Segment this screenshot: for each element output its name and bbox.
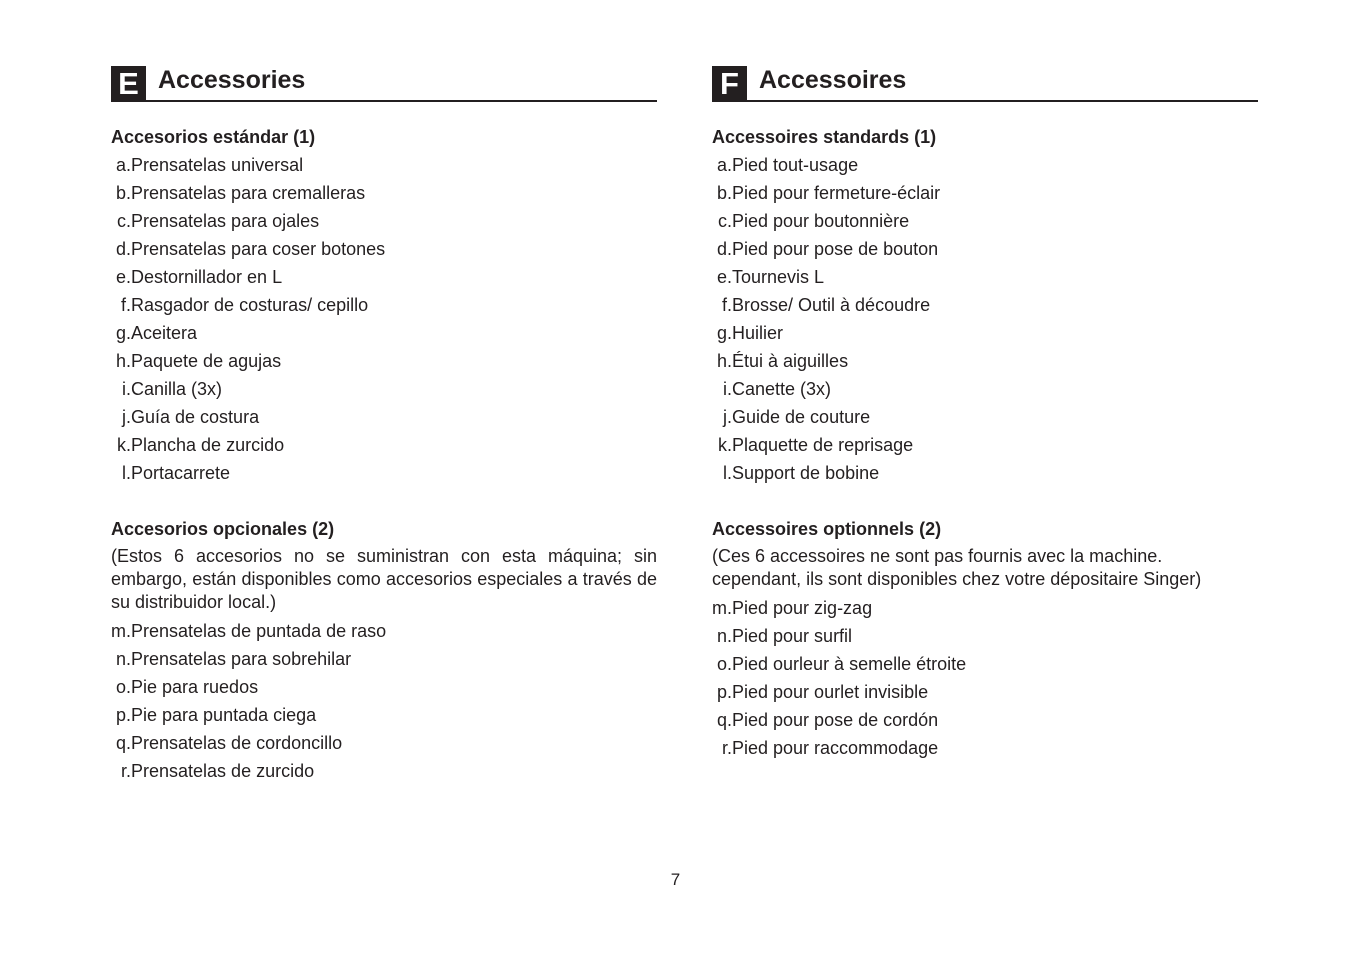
list-item: j. Guide de couture	[723, 407, 871, 427]
section-title: Accessories	[158, 66, 306, 94]
optional-accessories-list	[111, 617, 657, 785]
list-item: c. Prensatelas para ojales	[116, 211, 320, 231]
list-item: k. Plaquette de reprisage	[717, 435, 914, 455]
optional-accessories-title: Accessoires optionnels (2)	[712, 519, 942, 539]
list-item: j. Guía de costura	[122, 407, 260, 427]
list-item: k. Plancha de zurcido	[116, 435, 285, 455]
optional-accessories-section	[712, 515, 1258, 762]
standard-accessories-list	[712, 151, 1258, 487]
section-title: Accessoires	[759, 66, 907, 94]
standard-accessories-section	[111, 123, 657, 487]
french-section-header	[712, 64, 1258, 102]
list-item: n. Pied pour surfil	[716, 626, 853, 646]
list-item: f. Rasgador de costuras/ cepillo	[120, 295, 369, 315]
list-item: i. Canilla (3x)	[122, 379, 223, 399]
optional-accessories-section	[111, 515, 657, 785]
list-item: g. Huilier	[716, 323, 784, 343]
standard-accessories-list	[111, 151, 657, 487]
list-item: q. Prensatelas de cordoncillo	[115, 733, 343, 753]
list-item: h. Étui à aiguilles	[716, 351, 849, 371]
page-number: 7	[670, 870, 681, 889]
standard-accessories-title: Accessoires standards (1)	[712, 127, 937, 147]
list-item: b. Prensatelas para cremalleras	[115, 183, 366, 203]
list-item: r. Pied pour raccommodage	[721, 738, 939, 758]
list-item: g. Aceitera	[115, 323, 198, 343]
list-item: h. Paquete de agujas	[115, 351, 282, 371]
spanish-column	[111, 64, 657, 785]
list-item: a. Pied tout-usage	[716, 155, 859, 175]
list-item: r. Prensatelas de zurcido	[120, 761, 315, 781]
list-item: p. Pied pour ourlet invisible	[716, 682, 929, 702]
list-item: o. Pie para ruedos	[115, 677, 259, 697]
list-item: p. Pie para puntada ciega	[115, 705, 317, 725]
optional-accessories-note	[712, 545, 1258, 591]
list-item: n. Prensatelas para sobrehilar	[115, 649, 352, 669]
list-item: a. Prensatelas universal	[115, 155, 304, 175]
list-item: m. Prensatelas de puntada de raso	[111, 621, 387, 641]
list-item: i. Canette (3x)	[723, 379, 832, 399]
list-item: e. Destornillador en L	[115, 267, 283, 287]
list-item: m. Pied pour zig-zag	[712, 598, 873, 618]
list-item: q. Pied pour pose de cordón	[716, 710, 939, 730]
optional-accessories-list	[712, 594, 1258, 762]
optional-accessories-note: (Estos 6 accesorios no se suministran con esta máquina; sin embargo, están disponibles como accesorios especiales a través de su distribuidor local.)	[111, 546, 657, 612]
french-column	[712, 64, 1258, 762]
list-item: d. Pied pour pose de bouton	[716, 239, 939, 259]
section-letter-e: E	[111, 66, 146, 100]
list-item: f. Brosse/ Outil à découdre	[721, 295, 931, 315]
list-item: l. Support de bobine	[723, 463, 880, 483]
optional-accessories-title: Accesorios opcionales (2)	[111, 519, 335, 539]
list-item: b. Pied pour fermeture-éclair	[716, 183, 941, 203]
list-item: o. Pied ourleur à semelle étroite	[716, 654, 967, 674]
list-item: e. Tournevis L	[716, 267, 825, 287]
standard-accessories-title: Accesorios estándar (1)	[111, 127, 316, 147]
list-item: l. Portacarrete	[122, 463, 231, 483]
list-item: d. Prensatelas para coser botones	[115, 239, 386, 259]
note-line: cependant, ils sont disponibles chez votre dépositaire Singer)	[712, 569, 1202, 589]
list-item: c. Pied pour boutonnière	[717, 211, 910, 231]
spanish-section-header	[111, 64, 657, 102]
note-line: (Ces 6 accessoires ne sont pas fournis avec la machine.	[712, 546, 1163, 566]
standard-accessories-section	[712, 123, 1258, 487]
section-letter-f: F	[712, 66, 747, 100]
